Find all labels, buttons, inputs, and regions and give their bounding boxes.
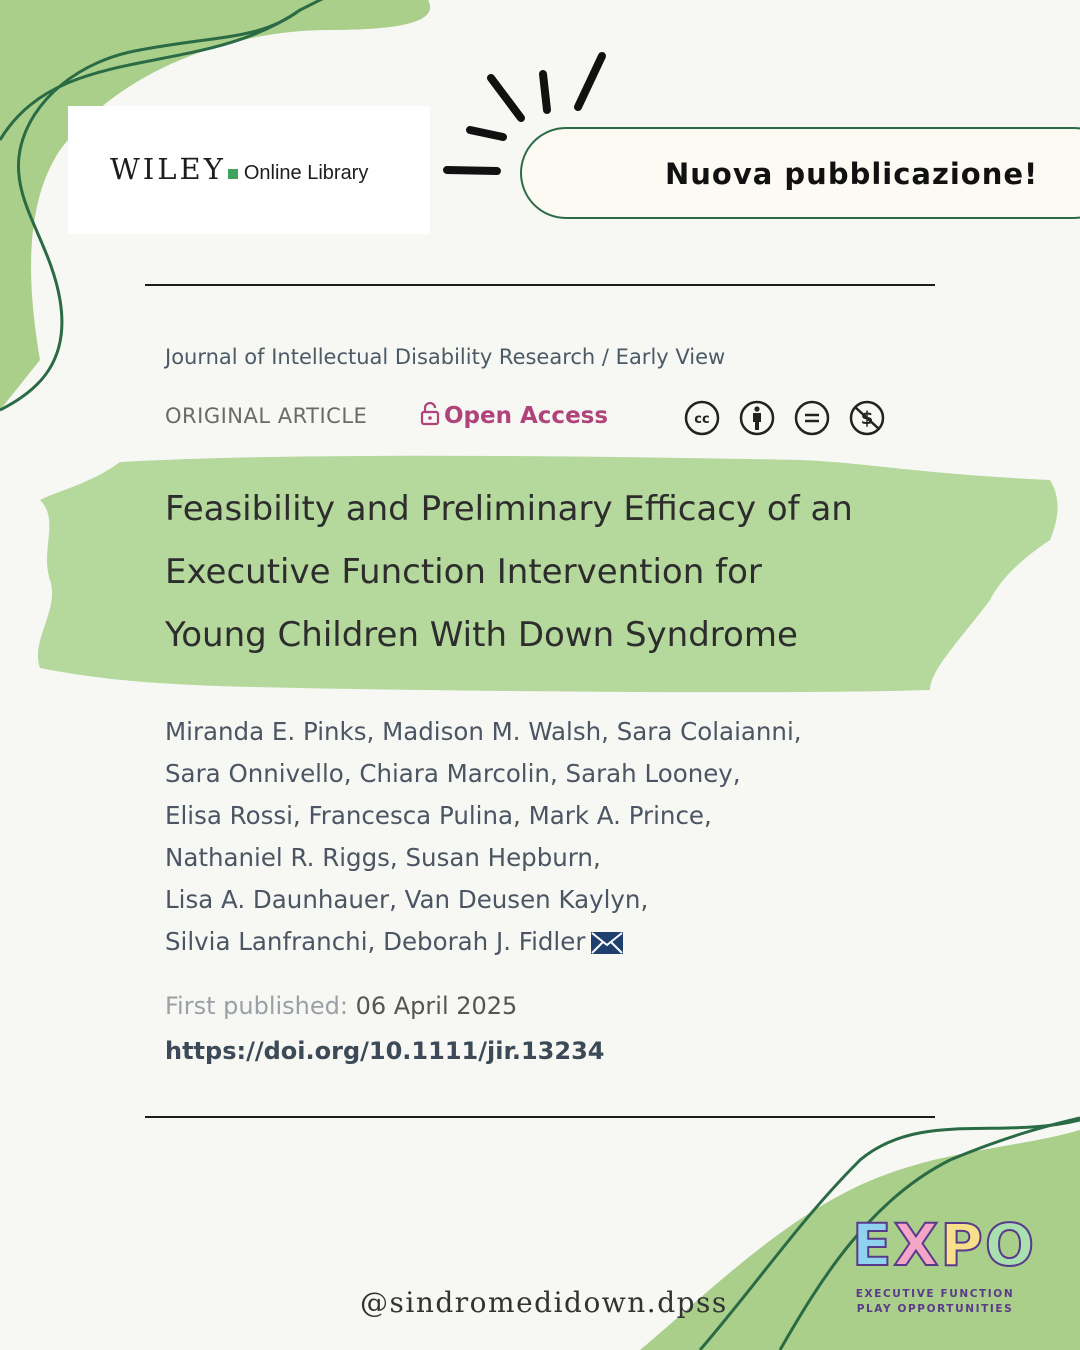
author-line-last	[165, 921, 925, 963]
article-title	[165, 478, 925, 667]
published-label: First published:	[165, 992, 348, 1020]
lock-open-icon	[420, 402, 440, 426]
doi-link[interactable]: https://doi.org/10.1111/jir.13234	[165, 1037, 605, 1065]
publication-date	[165, 992, 517, 1020]
author-line: Lisa A. Daunhauer, Van Deusen Kaylyn,	[165, 885, 649, 914]
title-line: Young Children With Down Syndrome	[165, 615, 798, 655]
nc-icon	[851, 402, 883, 434]
article-type: ORIGINAL ARTICLE	[165, 404, 368, 428]
published-date: 06 April 2025	[355, 992, 518, 1020]
expo-logo	[840, 1202, 1040, 1327]
author-line: Elisa Rossi, Francesca Pulina, Mark A. Prince,	[165, 801, 712, 830]
logo-sub: Online Library	[243, 162, 369, 184]
journal-line: Journal of Intellectual Disability Research / Early View	[165, 345, 726, 369]
expo-letter: E	[852, 1211, 894, 1279]
author-line: Silvia Lanfranchi, Deborah J. Fidler	[165, 927, 586, 956]
author-line: Nathaniel R. Riggs, Susan Hepburn,	[165, 843, 601, 872]
top-divider	[145, 284, 935, 286]
title-line: Feasibility and Preliminary Efficacy of an	[165, 489, 853, 529]
author-list	[165, 711, 925, 963]
author-line: Sara Onnivello, Chiara Marcolin, Sarah Looney,	[165, 759, 741, 788]
bottom-divider	[145, 1116, 935, 1118]
expo-tagline-2: PLAY OPPORTUNITIES	[856, 1303, 1014, 1315]
cc-icon	[686, 402, 718, 434]
by-icon	[741, 402, 773, 434]
title-line: Executive Function Intervention for	[165, 552, 762, 592]
social-handle: @sindromedidown.dpss	[360, 1286, 728, 1319]
expo-wordmark	[852, 1211, 1037, 1279]
svg-text:cc: cc	[694, 412, 710, 427]
logo-brand: WILEY	[110, 152, 226, 186]
nd-icon	[796, 402, 828, 434]
svg-text:$: $	[860, 408, 874, 429]
license-icons	[683, 398, 888, 438]
author-line: Miranda E. Pinks, Madison M. Walsh, Sara Colaianni,	[165, 717, 802, 746]
publisher-logo	[68, 106, 430, 234]
expo-letter: P	[940, 1211, 985, 1279]
expo-tagline-1: EXECUTIVE FUNCTION	[855, 1288, 1015, 1300]
open-access-label	[420, 402, 608, 429]
expo-letter: X	[893, 1211, 941, 1279]
logo-square-icon	[228, 169, 238, 179]
new-publication-badge	[520, 127, 1080, 219]
expo-letter: O	[984, 1211, 1037, 1279]
badge-label: Nuova pubblicazione!	[665, 157, 1039, 191]
open-access-text: Open Access	[444, 403, 609, 429]
mail-icon	[591, 932, 623, 954]
